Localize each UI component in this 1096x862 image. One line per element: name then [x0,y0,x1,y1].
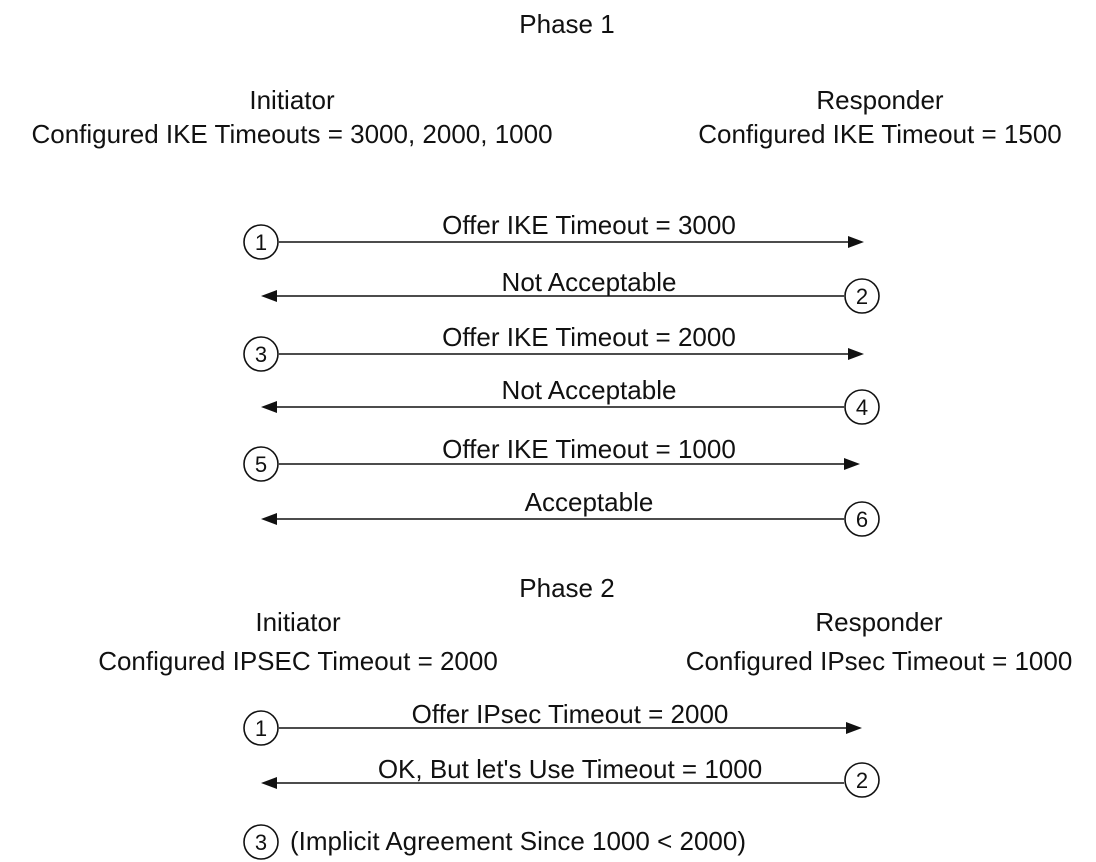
arrow-head-left [261,290,277,302]
phase2-initiator-label: Initiator [255,607,341,637]
message-label: Acceptable [524,487,654,517]
step-number: 5 [254,452,268,477]
phase1-step-4 [261,375,879,424]
step-number: 3 [254,830,268,855]
arrow-head-right [848,236,864,248]
message-label: Offer IKE Timeout = 1000 [442,434,736,464]
phase1-step-3 [244,322,864,371]
step-number: 2 [855,768,869,793]
phase1-initiator-label: Initiator [249,85,335,115]
message-label: Not Acceptable [501,267,677,297]
message-label: Offer IKE Timeout = 2000 [442,322,736,352]
message-label: OK, But let's Use Timeout = 1000 [377,754,763,784]
phase2-initiator-config: Configured IPSEC Timeout = 2000 [98,646,498,676]
arrow-head-left [261,513,277,525]
arrow-head-left [261,401,277,413]
message-label: Offer IKE Timeout = 3000 [442,210,736,240]
step-number: 1 [254,230,268,255]
arrow-head-left [261,777,277,789]
phase2-step-2 [261,754,879,797]
phase2-responder-config: Configured IPsec Timeout = 1000 [685,646,1073,676]
phase2-responder-label: Responder [815,607,943,637]
arrow-head-right [844,458,860,470]
phase1-step-6 [261,487,879,536]
step-number: 6 [855,507,869,532]
phase1-responder-label: Responder [816,85,944,115]
step-number: 4 [855,395,869,420]
phase1-step-2 [261,267,879,313]
phase2-title: Phase 2 [519,573,615,603]
phase2-step-1 [244,699,862,745]
implicit-agreement-note: (Implicit Agreement Since 1000 < 2000) [290,826,746,856]
phase1-step-5 [244,434,860,481]
phase2-step-3 [244,825,746,859]
phase1-title: Phase 1 [519,9,615,39]
phase1-initiator-config: Configured IKE Timeouts = 3000, 2000, 1000 [31,119,553,149]
step-number: 2 [855,284,869,309]
step-number: 1 [254,716,268,741]
step-number: 3 [254,342,268,367]
phase1-responder-config: Configured IKE Timeout = 1500 [698,119,1062,149]
arrow-head-right [846,722,862,734]
arrow-head-right [848,348,864,360]
message-label: Not Acceptable [501,375,677,405]
phase1-step-1 [244,210,864,259]
message-label: Offer IPsec Timeout = 2000 [411,699,729,729]
